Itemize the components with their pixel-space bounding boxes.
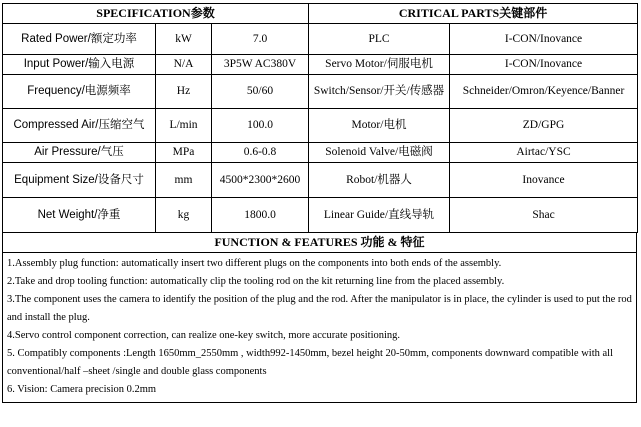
part-brand: Shac [450, 198, 638, 233]
feature-item: 5. Compatibly components :Length 1650mm_2550mm , width992-1450mm, bezel height 20-50mm, components downward compatible with all conventional/half –sheet /single and double glass components [7, 348, 614, 377]
spec-value: 0.6-0.8 [212, 143, 309, 163]
spec-unit: MPa [156, 143, 212, 163]
specification-header: SPECIFICATION参数 [3, 4, 309, 24]
part-name: Motor/电机 [309, 109, 450, 143]
part-name: Linear Guide/直线导轨 [309, 198, 450, 233]
part-brand: ZD/GPG [450, 109, 638, 143]
spec-value: 4500*2300*2600 [212, 163, 309, 198]
feature-item: 2.Take and drop tooling function: automatically clip the tooling rod on the kit returning line from the placed assembly. [7, 276, 505, 287]
table-row [3, 143, 638, 163]
spec-value: 3P5W AC380V [212, 55, 309, 75]
spec-value: 100.0 [212, 109, 309, 143]
table-row [3, 198, 638, 233]
part-brand: Airtac/YSC [450, 143, 638, 163]
spec-value: 7.0 [212, 24, 309, 55]
spec-unit: mm [156, 163, 212, 198]
spec-unit: kW [156, 24, 212, 55]
table-row [3, 75, 638, 109]
spec-value: 1800.0 [212, 198, 309, 233]
part-name: Servo Motor/伺服电机 [309, 55, 450, 75]
spec-name: Equipment Size/设备尺寸 [3, 163, 156, 198]
spec-name: Net Weight/净重 [3, 198, 156, 233]
table-row [3, 163, 638, 198]
feature-item: 6. Vision: Camera precision 0.2mm [7, 384, 157, 395]
part-brand: I-CON/Inovance [450, 55, 638, 75]
spec-name: Frequency/电源频率 [3, 75, 156, 109]
feature-item: 1.Assembly plug function: automatically insert two different plugs on the components into both ends of the assembly. [7, 258, 502, 269]
table-header-row [3, 4, 638, 24]
spec-unit: L/min [156, 109, 212, 143]
part-name: Switch/Sensor/开关/传感器 [309, 75, 450, 109]
part-brand: Schneider/Omron/Keyence/Banner [450, 75, 638, 109]
spec-name: Compressed Air/压缩空气 [3, 109, 156, 143]
feature-item: 4.Servo control component correction, can realize one-key switch, more accurate positioning. [7, 330, 401, 341]
part-name: Solenoid Valve/电磁阀 [309, 143, 450, 163]
part-name: PLC [309, 24, 450, 55]
feature-item: 3.The component uses the camera to identify the position of the plug and the rod. After the manipulator is in place, the cylinder is used to put the rod and install the plug. [7, 294, 632, 323]
table-row [3, 24, 638, 55]
spec-name: Rated Power/额定功率 [3, 24, 156, 55]
spec-value: 50/60 [212, 75, 309, 109]
spec-sheet [2, 3, 637, 403]
spec-unit: Hz [156, 75, 212, 109]
part-brand: Inovance [450, 163, 638, 198]
spec-name: Air Pressure/气压 [3, 143, 156, 163]
spec-table [2, 3, 638, 233]
spec-name: Input Power/输入电源 [3, 55, 156, 75]
table-row [3, 55, 638, 75]
part-name: Robot/机器人 [309, 163, 450, 198]
part-brand: I-CON/Inovance [450, 24, 638, 55]
features-list [2, 253, 637, 403]
spec-unit: N/A [156, 55, 212, 75]
table-row [3, 109, 638, 143]
critical-parts-header: CRITICAL PARTS关键部件 [309, 4, 638, 24]
spec-unit: kg [156, 198, 212, 233]
features-title: FUNCTION & FEATURES 功能 & 特征 [2, 233, 637, 253]
